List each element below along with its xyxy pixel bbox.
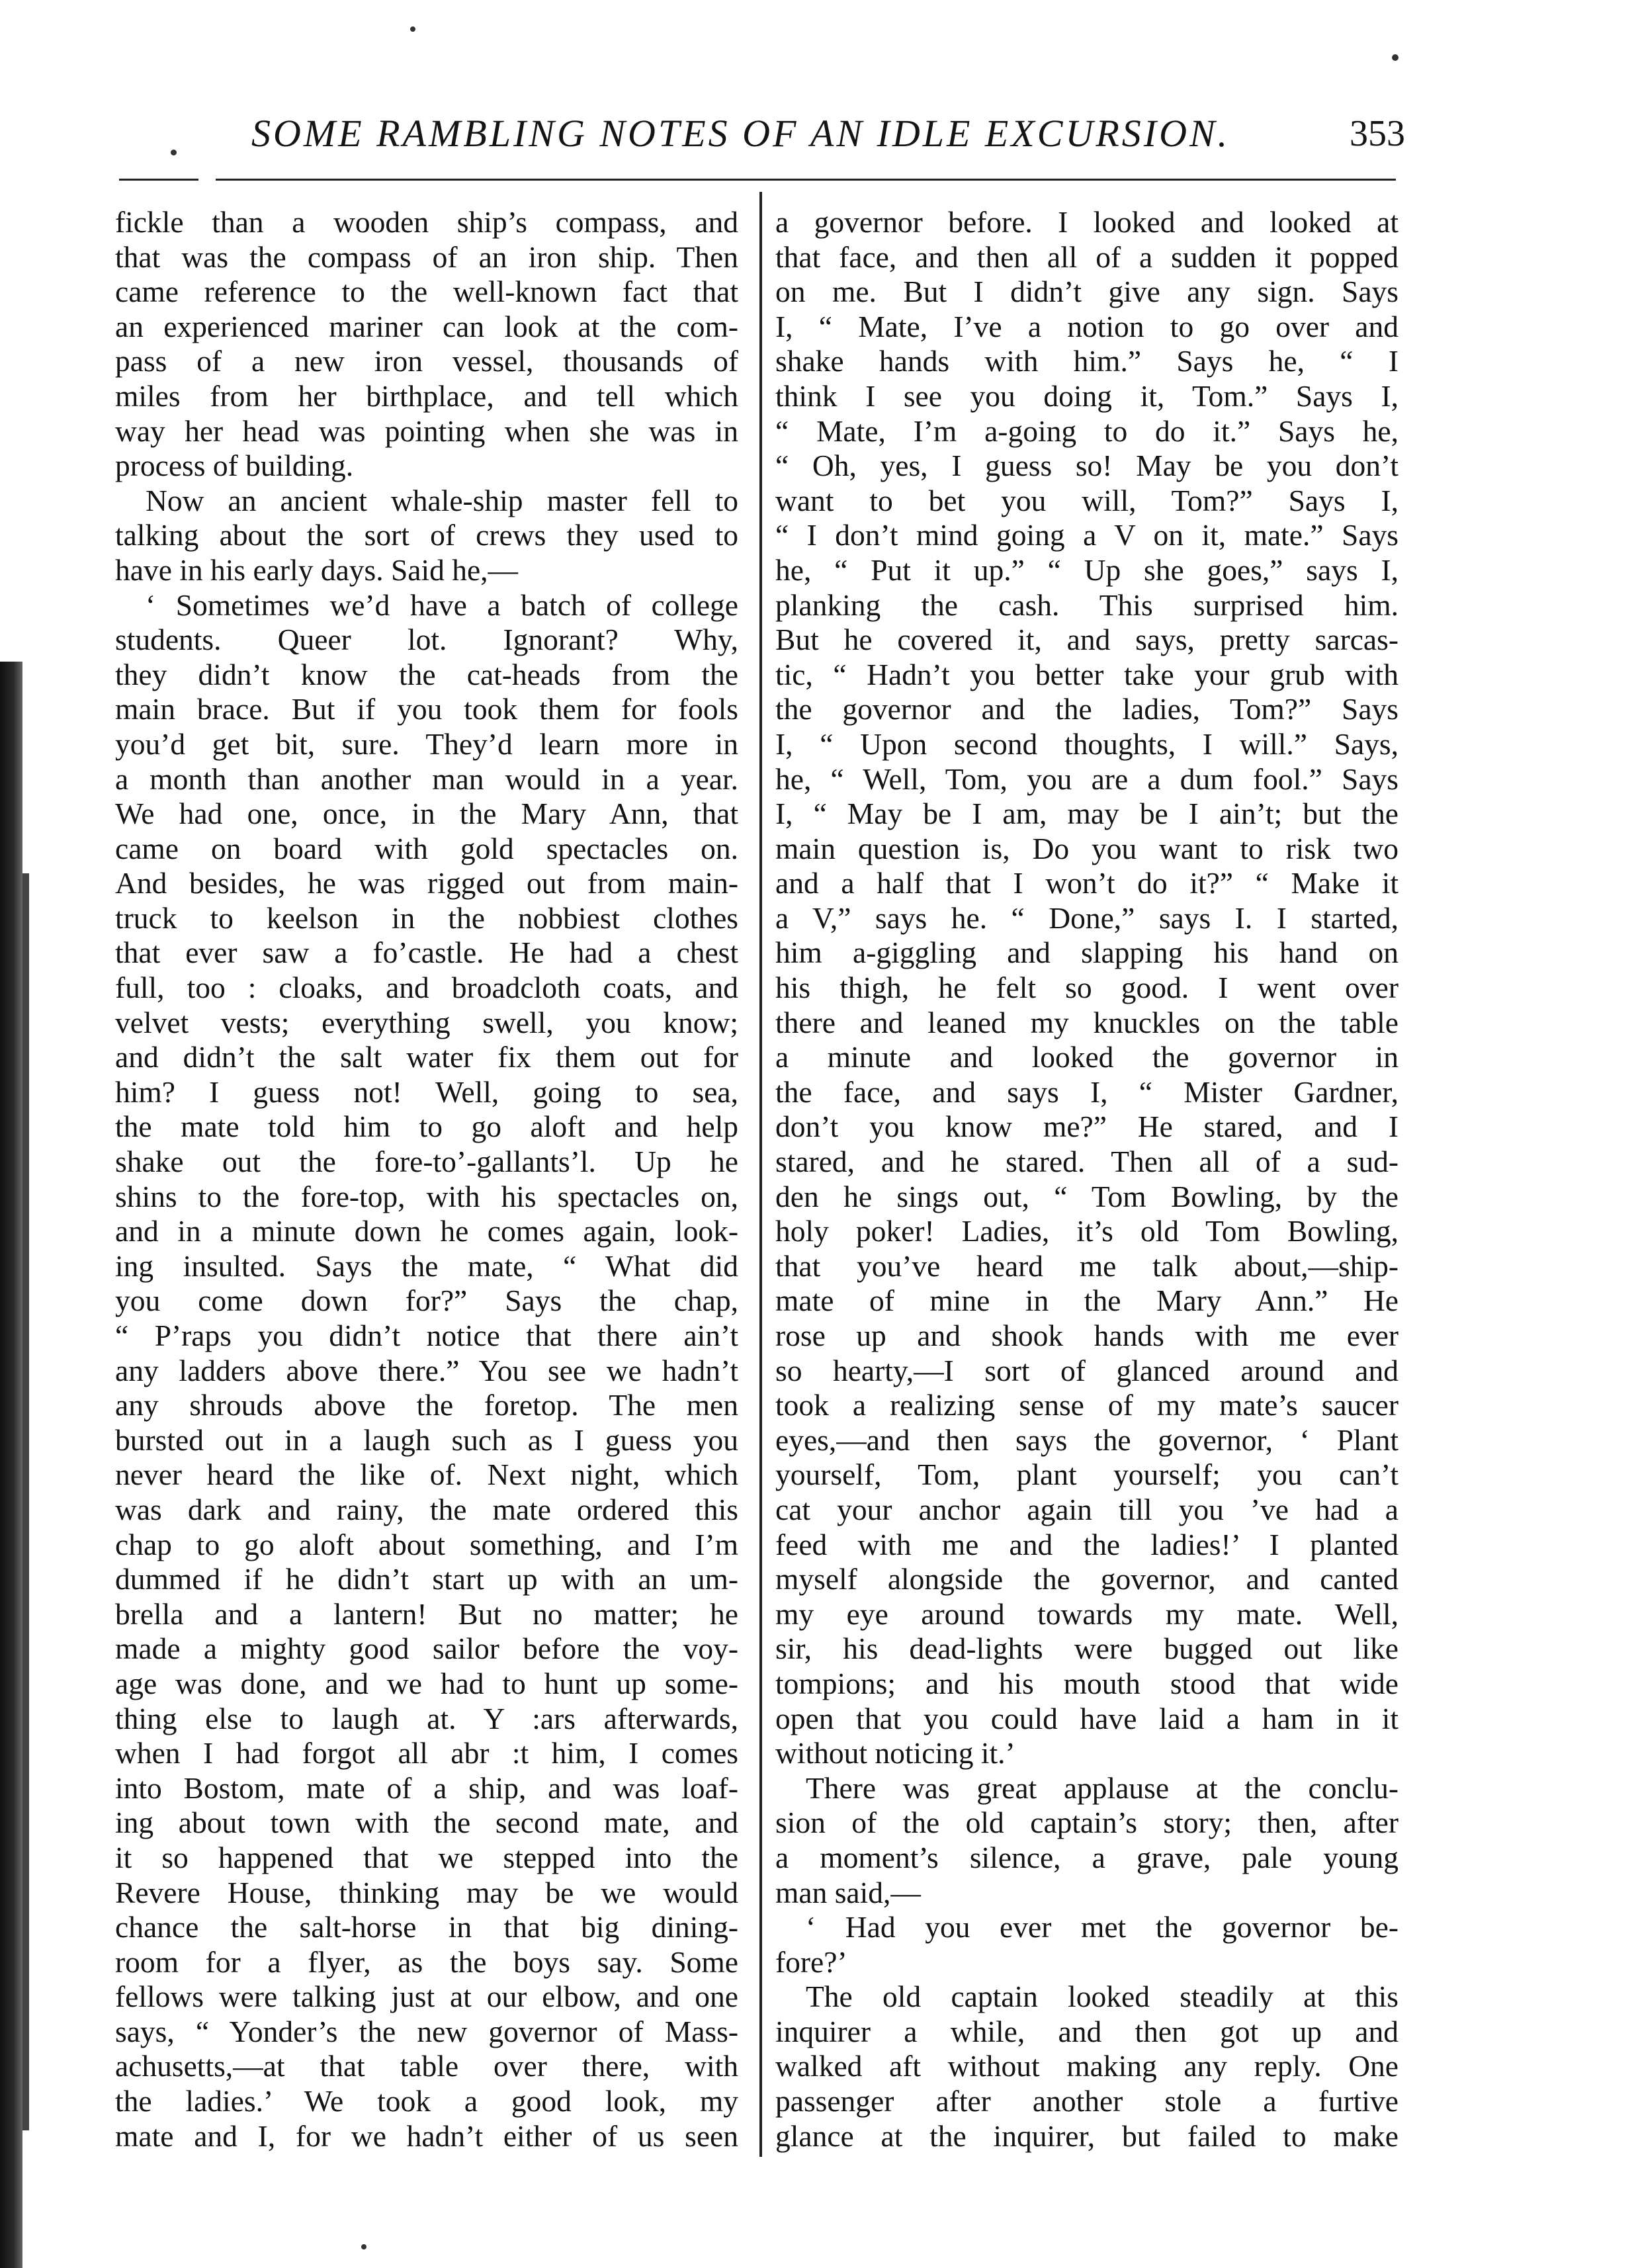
text-line: inquirer a while, and then got up and [775, 2014, 1399, 2048]
text-line: myself alongside the governor, and canted [775, 1562, 1399, 1596]
text-line: full, too : cloaks, and broadcloth coats, and [115, 971, 738, 1005]
column-divider [759, 192, 762, 2157]
text-line: way her head was pointing when she was in [115, 414, 738, 448]
text-line: brella and a lantern! But no matter; he [115, 1596, 738, 1631]
text-line: the governor and the ladies, Tom?” Says [775, 692, 1399, 726]
text-line: any ladders above there.” You see we hadn’t [115, 1353, 738, 1387]
text-line: chance the salt-horse in that big dining- [115, 1910, 738, 1944]
text-line: that face, and then all of a sudden it popped [775, 240, 1399, 274]
text-line: I, “ Upon second thoughts, I will.” Says, [775, 726, 1399, 761]
text-line: shake hands with him.” Says he, “ I [775, 344, 1399, 378]
running-head-title: SOME RAMBLING NOTES OF AN IDLE EXCURSION. [251, 112, 1230, 155]
text-line: sir, his dead-lights were bugged out like [775, 1632, 1399, 1666]
text-line: a minute and looked the governor in [775, 1040, 1399, 1074]
binding-shadow [0, 662, 22, 2268]
text-line: on me. But I didn’t give any sign. Says [775, 275, 1399, 309]
text-line: him? I guess not! Well, going to sea, [115, 1074, 738, 1109]
text-line: sion of the old captain’s story; then, after [775, 1806, 1399, 1840]
text-line: age was done, and we had to hunt up some- [115, 1666, 738, 1700]
text-line: And besides, he was rigged out from main- [115, 866, 738, 900]
text-line: main question is, Do you want to risk two [775, 831, 1399, 865]
text-line: “ Mate, I’m a-going to do it.” Says he, [775, 414, 1399, 448]
text-line: tic, “ Hadn’t you better take your grub with [775, 657, 1399, 691]
text-line: was dark and rainy, the mate ordered this [115, 1492, 738, 1526]
text-line: ing insulted. Says the mate, “ What did [115, 1248, 738, 1283]
text-line: miles from her birthplace, and tell which [115, 378, 738, 413]
text-line: “ I don’t mind going a V on it, mate.” Says [775, 518, 1399, 552]
text-line: mate and I, for we hadn’t either of us seen [115, 2118, 738, 2153]
text-line: rose up and shook hands with me ever [775, 1319, 1399, 1352]
text-line: tompions; and his mouth stood that wide [775, 1666, 1399, 1700]
text-line: when I had forgot all abr :t him, I comes [115, 1736, 738, 1770]
text-line: process of building. [115, 449, 354, 483]
ink-speck [410, 26, 415, 32]
text-line: that was the compass of an iron ship. Then [115, 240, 738, 274]
text-line: There was great applause at the conclu- [806, 1770, 1399, 1805]
text-line: glance at the inquirer, but failed to make [775, 2118, 1399, 2153]
text-line: his thigh, he felt so good. I went over [775, 971, 1399, 1005]
text-line: “ P’raps you didn’t notice that there ain’t [115, 1319, 738, 1352]
left-text-column [115, 205, 738, 2177]
text-line: that you’ve heard me talk about,—ship- [775, 1248, 1399, 1283]
text-line: and didn’t the salt water fix them out for [115, 1040, 738, 1074]
ink-speck [171, 150, 177, 155]
text-line: came reference to the well-known fact that [115, 275, 738, 309]
text-line: never heard the like of. Next night, which [115, 1458, 738, 1492]
header-rule [119, 179, 1396, 181]
text-line: have in his early days. Said he,— [115, 552, 519, 587]
text-line: an experienced mariner can look at the com- [115, 309, 738, 343]
text-line: truck to keelson in the nobbiest clothes [115, 900, 738, 935]
text-line: him a-giggling and slapping his hand on [775, 936, 1399, 970]
text-line: We had one, once, in the Mary Ann, that [115, 797, 738, 831]
right-text-column [775, 205, 1399, 2177]
text-line: chap to go aloft about something, and I’m [115, 1527, 738, 1561]
text-line: I, “ May be I am, may be I ain’t; but the [775, 797, 1399, 831]
text-line: yourself, Tom, plant yourself; you can’t [775, 1458, 1399, 1492]
text-line: and in a minute down he comes again, look- [115, 1214, 738, 1248]
text-line: cat your anchor again till you ’ve had a [775, 1492, 1399, 1526]
text-line: shake out the fore-to’-gallants’l. Up he [115, 1145, 738, 1179]
text-line: students. Queer lot. Ignorant? Why, [115, 623, 738, 657]
text-line: main brace. But if you took them for fools [115, 692, 738, 726]
text-line: fore?’ [775, 1944, 847, 1979]
text-line: into Bostom, mate of a ship, and was loaf- [115, 1770, 738, 1805]
text-line: mate of mine in the Mary Ann.” He [775, 1284, 1399, 1318]
text-line: a governor before. I looked and looked at [775, 205, 1399, 239]
text-line: The old captain looked steadily at this [806, 1980, 1399, 2014]
text-line: don’t you know me?” He stared, and I [775, 1110, 1399, 1144]
text-line: achusetts,—at that table over there, with [115, 2049, 738, 2083]
text-line: pass of a new iron vessel, thousands of [115, 344, 738, 378]
ink-speck [361, 2244, 366, 2249]
text-line: “ Oh, yes, I guess so! May be you don’t [775, 449, 1399, 483]
text-line: so hearty,—I sort of glanced around and [775, 1353, 1399, 1387]
text-line: the ladies.’ We took a good look, my [115, 2084, 738, 2118]
text-line: you come down for?” Says the chap, [115, 1284, 738, 1318]
text-line: fickle than a wooden ship’s compass, and [115, 205, 738, 239]
text-line: made a mighty good sailor before the voy- [115, 1632, 738, 1666]
text-line: that ever saw a fo’castle. He had a chest [115, 936, 738, 970]
text-line: want to bet you will, Tom?” Says I, [775, 483, 1399, 517]
text-line: dummed if he didn’t start up with an um- [115, 1562, 738, 1596]
text-line: ‘ Sometimes we’d have a batch of college [146, 588, 738, 622]
text-line: any shrouds above the foretop. The men [115, 1388, 738, 1422]
text-line: velvet vests; everything swell, you know; [115, 1005, 738, 1039]
text-line: took a realizing sense of my mate’s saucer [775, 1388, 1399, 1422]
text-line: you’d get bit, sure. They’d learn more in [115, 726, 738, 761]
text-line: talking about the sort of crews they used to [115, 518, 738, 552]
text-line: thing else to laugh at. Y :ars afterwards, [115, 1701, 738, 1735]
text-line: open that you could have laid a ham in it [775, 1701, 1399, 1735]
text-line: den he sings out, “ Tom Bowling, by the [775, 1179, 1399, 1213]
text-line: stared, and he stared. Then all of a sud- [775, 1145, 1399, 1179]
text-line: he, “ Put it up.” “ Up she goes,” says I, [775, 552, 1399, 587]
text-line: passenger after another stole a furtive [775, 2084, 1399, 2118]
text-line: shins to the fore-top, with his spectacles on, [115, 1179, 738, 1213]
text-line: ‘ Had you ever met the governor be- [806, 1910, 1399, 1944]
text-line: think I see you doing it, Tom.” Says I, [775, 378, 1399, 413]
text-line: Revere House, thinking may be we would [115, 1875, 738, 1909]
text-line: a moment’s silence, a grave, pale young [775, 1840, 1399, 1874]
text-line: bursted out in a laugh such as I guess you [115, 1422, 738, 1457]
text-line: my eye around towards my mate. Well, [775, 1596, 1399, 1631]
page-number: 353 [1350, 113, 1405, 154]
text-line: the face, and says I, “ Mister Gardner, [775, 1074, 1399, 1109]
ink-speck [1392, 54, 1399, 61]
text-line: man said,— [775, 1875, 921, 1909]
text-line: fellows were talking just at our elbow, and one [115, 1980, 738, 2014]
text-line: the mate told him to go aloft and help [115, 1110, 738, 1144]
text-line: and a half that I won’t do it?” “ Make it [775, 866, 1399, 900]
text-line: came on board with gold spectacles on. [115, 831, 738, 865]
text-line: a month than another man would in a year. [115, 762, 738, 796]
text-line: room for a flyer, as the boys say. Some [115, 1944, 738, 1979]
text-line: I, “ Mate, I’ve a notion to go over and [775, 309, 1399, 343]
text-line: planking the cash. This surprised him. [775, 588, 1399, 622]
text-line: a V,” says he. “ Done,” says I. I started, [775, 900, 1399, 935]
text-line: Now an ancient whale-ship master fell to [146, 483, 738, 517]
binding-shadow-band [22, 873, 29, 2130]
text-line: walked aft without making any reply. One [775, 2049, 1399, 2083]
text-line: they didn’t know the cat-heads from the [115, 657, 738, 691]
text-line: it so happened that we stepped into the [115, 1840, 738, 1874]
text-line: holy poker! Ladies, it’s old Tom Bowling, [775, 1214, 1399, 1248]
text-line: he, “ Well, Tom, you are a dum fool.” Says [775, 762, 1399, 796]
text-line: feed with me and the ladies!’ I planted [775, 1527, 1399, 1561]
text-line: ing about town with the second mate, and [115, 1806, 738, 1840]
header-rule-gap [198, 173, 216, 185]
text-line: But he covered it, and says, pretty sarcas- [775, 623, 1399, 657]
text-line: eyes,—and then says the governor, ‘ Plant [775, 1422, 1399, 1457]
text-line: says, “ Yonder’s the new governor of Mass- [115, 2014, 738, 2048]
text-line: there and leaned my knuckles on the table [775, 1005, 1399, 1039]
text-line: without noticing it.’ [775, 1736, 1015, 1770]
